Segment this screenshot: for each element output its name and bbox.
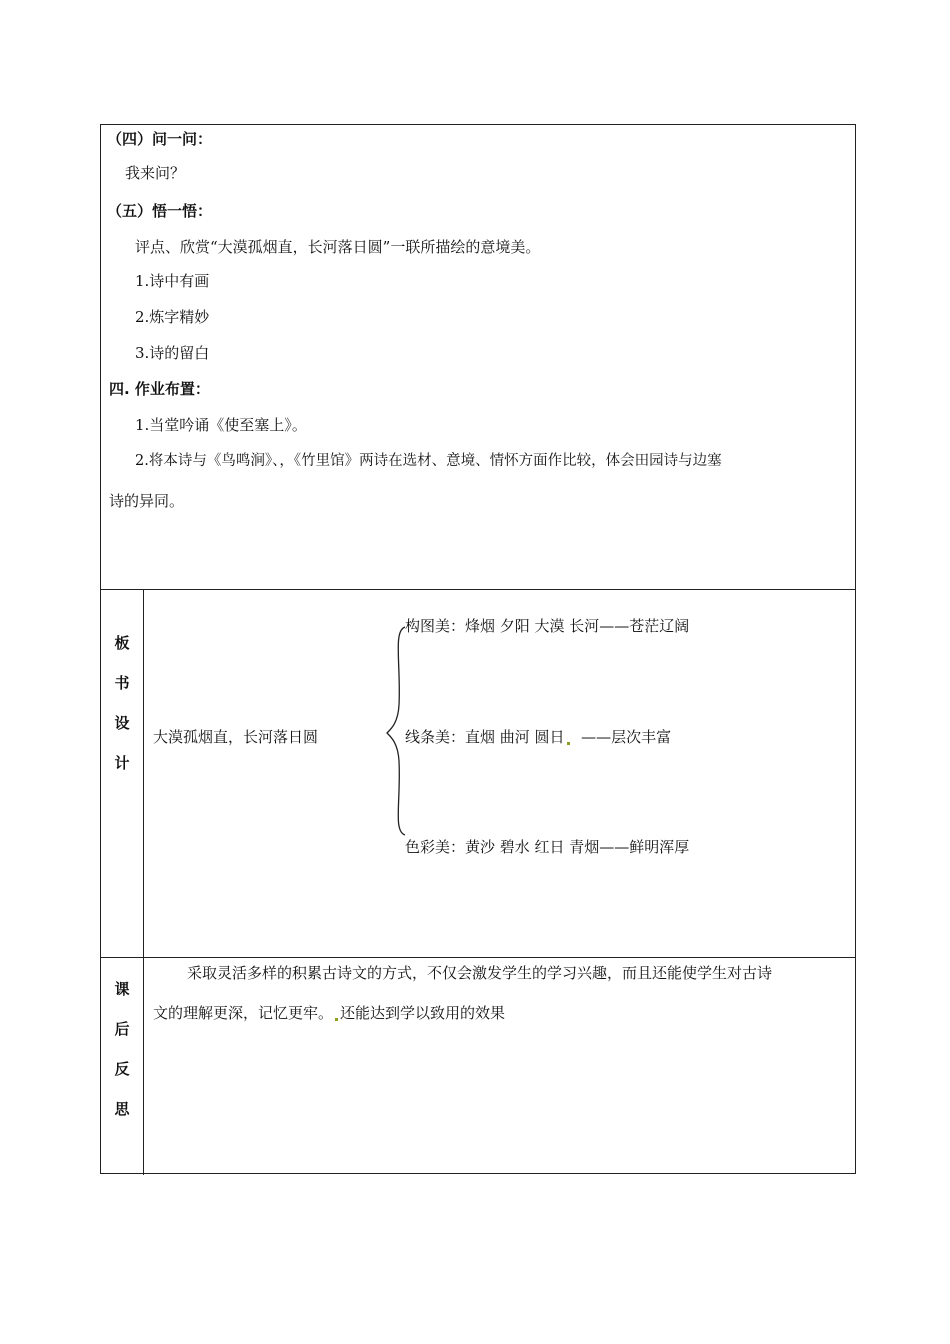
reflection-line-2-end: 还能达到学以致用的效果 <box>340 1004 506 1022</box>
board-branch-lines-result: ——层次丰富 <box>581 728 672 746</box>
section-four-heading: （四）问一问： <box>107 130 213 148</box>
board-branch-lines-text: 线条美：直烟 曲河 圆日 <box>405 728 565 746</box>
reflection-line-1: 采取灵活多样的积累古诗文的方式，不仅会激发学生的学习兴趣，而且还能使学生对古诗 <box>187 964 773 982</box>
reflection-label-char: 后 <box>114 1020 130 1038</box>
section-five-heading: （五）悟一悟： <box>107 202 213 220</box>
board-branch-color: 色彩美：黄沙 碧水 红日 青烟——鲜明浑厚 <box>405 838 690 856</box>
reflection-label <box>101 969 143 1129</box>
homework-item-2: 2.将本诗与《鸟鸣涧》、，《竹里馆》两诗在选材、意境、情怀方面作比较，体会田园诗与边塞 <box>135 453 722 469</box>
board-label-char: 书 <box>114 674 130 692</box>
board-label-char: 板 <box>114 634 130 652</box>
curly-brace-icon <box>385 625 407 837</box>
dot-mark <box>567 742 570 745</box>
homework-item-1: 1.当堂吟诵《使至塞上》。 <box>135 416 307 434</box>
reflection-line-2 <box>153 1003 505 1023</box>
section-five-intro: 评点、欣赏“大漠孤烟直，长河落日圆”一联所描绘的意境美。 <box>135 238 541 256</box>
reflection-label-char: 反 <box>114 1060 130 1078</box>
section-five-item-3: 3.诗的留白 <box>135 344 210 362</box>
reflection-line-2-text: 文的理解更深，记忆更牢。 <box>153 1004 334 1022</box>
lesson-plan-table <box>100 124 856 1174</box>
homework-item-2-cont: 诗的异同。 <box>109 492 185 510</box>
board-label-char: 计 <box>114 754 130 772</box>
board-design-label <box>101 623 143 783</box>
dot-mark <box>335 1018 338 1021</box>
board-branch-composition: 构图美：烽烟 夕阳 大漠 长河——苍茫辽阔 <box>405 617 690 635</box>
label-column-divider <box>143 589 144 1175</box>
homework-heading: 四. 作业布置： <box>109 380 210 398</box>
board-label-char: 设 <box>114 714 130 732</box>
section-five-item-1: 1.诗中有画 <box>135 272 210 290</box>
section-four-line: 我来问？ <box>125 164 186 182</box>
reflection-label-char: 课 <box>114 980 130 998</box>
row-divider-board <box>101 589 855 590</box>
row-divider-reflection <box>101 957 855 958</box>
section-five-item-2: 2.炼字精妙 <box>135 308 210 326</box>
reflection-label-char: 思 <box>114 1100 130 1118</box>
board-branch-lines <box>405 727 671 747</box>
board-center-line: 大漠孤烟直，长河落日圆 <box>153 728 319 746</box>
